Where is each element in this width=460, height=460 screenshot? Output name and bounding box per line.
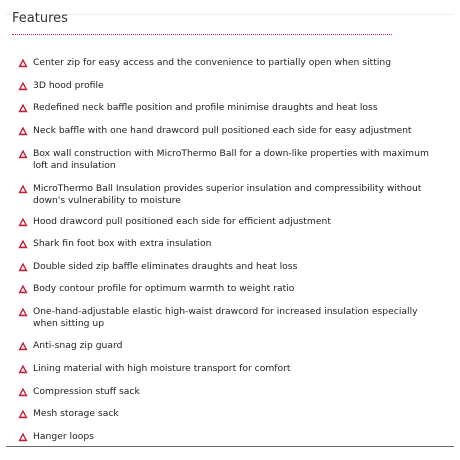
feature-item	[18, 125, 433, 137]
warning-triangle-icon	[18, 307, 28, 317]
feature-text: Hood drawcord pull positioned each side for efficient adjustment	[33, 216, 331, 227]
heading-divider	[12, 34, 392, 35]
warning-triangle-icon	[18, 432, 28, 442]
feature-item	[18, 386, 433, 398]
feature-text: 3D hood profile	[33, 80, 104, 91]
feature-item	[18, 408, 433, 420]
feature-item	[18, 431, 433, 443]
bottom-divider	[6, 446, 454, 447]
feature-text: Redefined neck baffle position and profile minimise draughts and heat loss	[33, 102, 378, 113]
feature-text: Lining material with high moisture transport for comfort	[33, 363, 291, 374]
feature-item	[18, 306, 433, 330]
warning-triangle-icon	[18, 262, 28, 272]
warning-triangle-icon	[18, 149, 28, 159]
feature-text: Shark fin foot box with extra insulation	[33, 238, 212, 249]
feature-item	[18, 216, 433, 228]
warning-triangle-icon	[18, 239, 28, 249]
warning-triangle-icon	[18, 364, 28, 374]
features-heading: Features	[12, 11, 68, 26]
feature-text: Body contour profile for optimum warmth to weight ratio	[33, 283, 295, 294]
warning-triangle-icon	[18, 184, 28, 194]
feature-item	[18, 261, 433, 273]
warning-triangle-icon	[18, 217, 28, 227]
feature-text: Anti-snag zip guard	[33, 340, 123, 351]
feature-item	[18, 183, 433, 207]
feature-text: Center zip for easy access and the convenience to partially open when sitting	[33, 57, 392, 68]
warning-triangle-icon	[18, 58, 28, 68]
warning-triangle-icon	[18, 103, 28, 113]
feature-item	[18, 57, 433, 69]
feature-text: Mesh storage sack	[33, 408, 119, 419]
feature-item	[18, 102, 433, 114]
feature-text: Box wall construction with MicroThermo Ball for a down-like properties with maximum loft and insulation	[33, 148, 429, 171]
feature-item	[18, 283, 433, 295]
warning-triangle-icon	[18, 81, 28, 91]
feature-item	[18, 148, 433, 172]
warning-triangle-icon	[18, 341, 28, 351]
warning-triangle-icon	[18, 284, 28, 294]
warning-triangle-icon	[18, 409, 28, 419]
warning-triangle-icon	[18, 387, 28, 397]
feature-text: Hanger loops	[33, 431, 94, 442]
feature-text: Double sided zip baffle eliminates draughts and heat loss	[33, 261, 298, 272]
feature-text: One-hand-adjustable elastic high-waist drawcord for increased insulation especially when sitting up	[33, 306, 418, 329]
panel-top-border	[6, 0, 454, 15]
feature-item	[18, 363, 433, 375]
feature-item	[18, 340, 433, 352]
warning-triangle-icon	[18, 126, 28, 136]
feature-text: Compression stuff sack	[33, 386, 140, 397]
feature-item	[18, 238, 433, 250]
feature-text: Neck baffle with one hand drawcord pull positioned each side for easy adjustment	[33, 125, 412, 136]
feature-item	[18, 80, 433, 92]
feature-text: MicroThermo Ball Insulation provides superior insulation and compressibility without down's vulnerability to moisture	[33, 183, 422, 206]
